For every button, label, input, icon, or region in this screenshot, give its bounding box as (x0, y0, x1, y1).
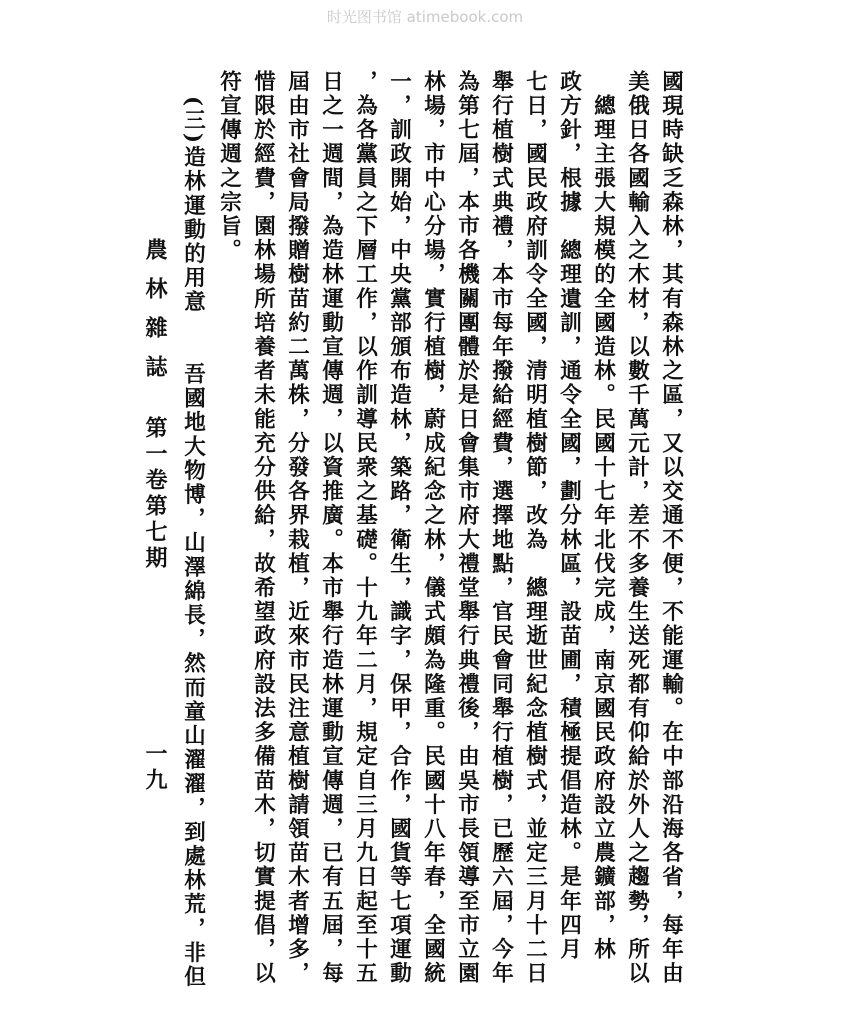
text-column-10: ，為各黨員之下層工作，以作訓導民衆之基礎。十九年二月，規定自三月九日起至十五 (352, 70, 378, 986)
text-column-8: 林場，市中心分場，實行植樹，蔚成紀念之林，儀式頗為隆重。民國十八年春，全國統 (420, 70, 446, 986)
text-column-13: 惜限於經費，園林場所培養者未能充分供給，故希望政府設法多備苗木，切實提倡，以 (250, 70, 276, 986)
text-column-6: 舉行植樹式典禮，本市每年撥給經費，選擇地點，官民會同舉行植樹，已歷六屆，今年 (488, 70, 514, 986)
text-column-5: 七日，國民政府訓令全國，清明植樹節，改為 總理逝世紀念植樹式，並定三月十二日 (522, 70, 548, 986)
text-column-4: 政方針，根據 總理遺訓，通令全國，劃分林區，設苗圃，積極提倡造林。是年四月 (556, 70, 582, 962)
running-header (140, 238, 171, 572)
document-page (142, 70, 690, 990)
issue-label: 第一卷第七期 (142, 416, 168, 572)
text-column-11: 日之一週間，為造林運動宣傳週，以資推廣。本市舉行造林運動宣傳週，已有五屆，每 (318, 70, 344, 986)
text-column-7: 為第七屆，本市各機關團體於是日會集市府大禮堂舉行典禮後，由吳市長領導至市立園 (454, 70, 480, 986)
text-column-12: 屆由市社會局撥贈樹苗約二萬株，分發各界栽植，近來市民注意植樹請領苗木者增多， (284, 70, 310, 986)
text-column-9: 一，訓政開始，中央黨部頒布造林，築路，衛生，識字，保甲，合作，國貨等七項運動 (386, 70, 412, 986)
text-column-14: 符宣傳週之宗旨。 (216, 70, 242, 263)
text-column-2: 美俄日各國輸入之木材，以數千萬元計，差不多養生送死都有仰給於外人之趨勢，所以 (624, 70, 650, 986)
text-column-3: 總理主張大規模的全國造林。民國十七年北伐完成，南京國民政府設立農鑛部，林 (590, 70, 616, 962)
section-heading-column: (三)造林運動的用意 吾國地大物博，山澤綿長，然而童山濯濯，到處林荒，非但 (180, 96, 206, 990)
text-column-1: 國現時缺乏森林，其有森林之區，又以交通不便，不能運輸。在中部沿海各省，每年由 (658, 70, 684, 986)
page-number: 一九 (142, 742, 168, 794)
watermark-text: 时光图书馆 atimebook.com (326, 8, 524, 26)
journal-title: 農林雜誌 (142, 238, 168, 394)
